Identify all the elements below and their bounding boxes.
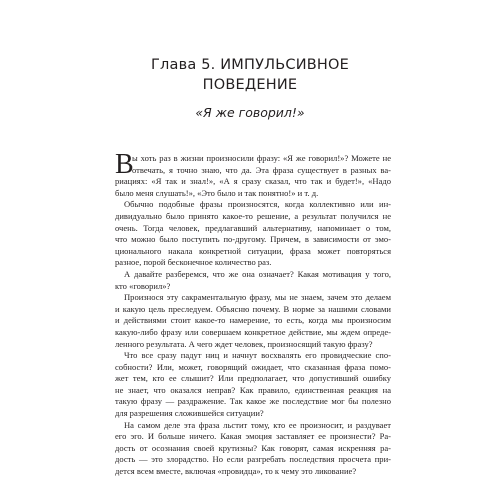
text-line: Произнося эту сакраментальную фразу, мы не знаем, зачем это делаем xyxy=(124,292,391,303)
chapter-title xyxy=(108,55,392,95)
text-line: ы хоть раз в жизни произносили фразу: «Я же говорил!»? Можете не xyxy=(132,153,391,163)
chapter-title-line-1: Глава 5. ИМПУЛЬСИВНОЕ xyxy=(150,57,350,73)
body-text xyxy=(115,149,391,478)
section-subtitle: «Я же говорил!» xyxy=(195,105,305,120)
text-line: для разрешения сложившейся ситуации? xyxy=(115,408,264,419)
text-line: дость — это злорадство. Но если разгребать последствия просчета при- xyxy=(115,454,391,465)
text-line: очень. Тогда человек, предлагавший альтернативу, напоминает о том, xyxy=(115,222,391,233)
text-line: На самом деле эта фраза льстит тому, кто ее произносит, и раздувает xyxy=(124,419,391,430)
text-line: какую-либо фразу или совершаем конкретное действие, мы ждем опреде- xyxy=(115,326,391,337)
text-line: не знает, что оказался неправ? Как правило, единственная реакция на xyxy=(115,384,391,395)
text-line: и действиями стоит какое-то намерение, то есть, когда мы произносим xyxy=(115,315,391,326)
text-line: дость от осознания своей крутизны? Как говорят, самая искренняя ра- xyxy=(115,442,391,453)
text-line: Обычно подобные фразы произносятся, когда коллективно или ин- xyxy=(124,199,391,210)
text-line: его эго. И больше ничего. Какая эмоция заставляет ее произнести? Ра- xyxy=(115,431,391,442)
text-line: ционального накала конкретной ситуации, фраза может повторяться xyxy=(115,245,391,256)
text-line: риациях: «Я так и знал!», «А я сразу сказал, что так и будет!», «Надо xyxy=(115,176,391,187)
text-line: дивидуально было принято какое-то решение, а результат получился не xyxy=(115,210,391,221)
drop-cap: В xyxy=(115,149,134,180)
text-line: собности? Или, может, говорящий ожидает, что сказанная фраза помо- xyxy=(115,361,391,372)
chapter-title-line-2: ПОВЕДЕНИЕ xyxy=(202,77,298,93)
text-line: ленного результата. А чего ждет человек, произносящий такую фразу? xyxy=(115,338,373,349)
text-line: отвечать, я точно знаю, что да. Эта фраза существует в разных ва- xyxy=(132,164,391,175)
text-line: Что все сразу падут ниц и начнут восхвалять его провидческие спо- xyxy=(124,350,391,361)
text-line: разное, порой бесконечное количество раз. xyxy=(115,257,272,268)
text-line: жет тем, кто ее слышит? Или предполагает, что допустивший ошибку xyxy=(115,373,391,384)
text-line: дется всем вместе, включая «провидца», то к чему это ликование? xyxy=(115,466,357,477)
text-line: такую фразу — раздражение. Так какое же последствие мог бы полезно xyxy=(115,396,391,407)
text-line: что можно было поступить по-другому. Причем, в зависимости от эмо- xyxy=(115,234,391,245)
text-line: А давайте разберемся, что же она означает? Какая мотивация у того, xyxy=(124,268,391,279)
text-line: и какую цель преследуем. Объясню почему. В норме за нашими словами xyxy=(115,303,391,314)
text-line: кто «говорил»? xyxy=(115,280,171,291)
text-line: было меня слушать!», «Это было и так понятно!» и т. д. xyxy=(115,187,319,198)
